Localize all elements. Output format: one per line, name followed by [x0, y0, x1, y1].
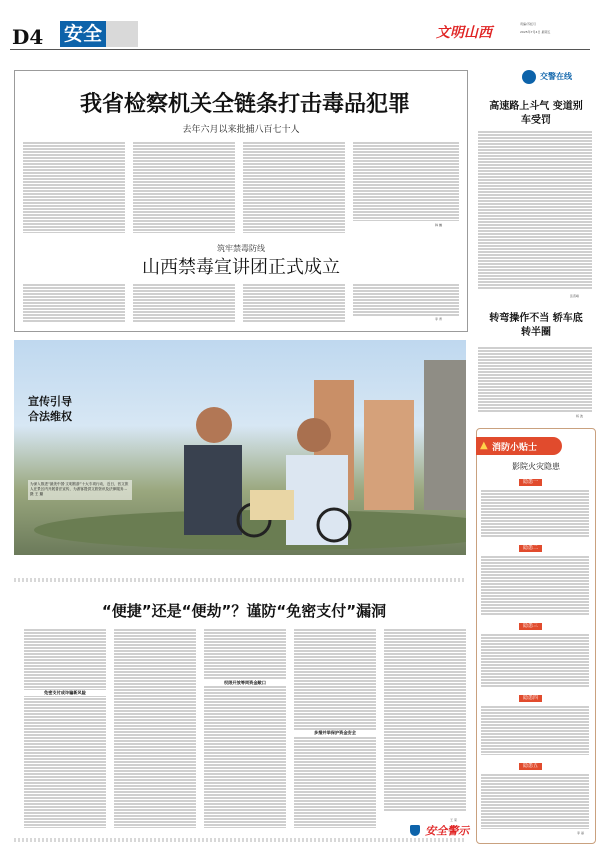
- editor-line: 责编/苏虹月: [520, 22, 537, 26]
- tip-body-5: [481, 773, 589, 829]
- lead-author: 韩 巍: [435, 223, 442, 227]
- feature-subhead-1: 免密支付成诈骗新风险: [24, 690, 106, 696]
- second-body-col-4: [353, 283, 459, 317]
- feature-col-5: [384, 628, 466, 812]
- lead-subheadline: 去年六月以来批捕八百七十人: [182, 125, 300, 135]
- feature-bottom-ornament: [14, 838, 466, 842]
- fire-tips-header: [476, 437, 562, 455]
- lead-body-col-2: [133, 141, 235, 233]
- fire-tips-box: [476, 428, 596, 844]
- feature-brand: [410, 820, 469, 839]
- second-body-col-3: [243, 283, 345, 323]
- photo-caption-text: 为深入推进“最美中国·文明旅游”十大专项行动，近日，晋文旅人在景区内开展普法宣传，为游客提供文旅资讯及法律服务…: [30, 482, 129, 492]
- section-badge: [60, 21, 138, 47]
- shield-icon: [410, 825, 420, 836]
- second-body-col-1: [23, 283, 125, 323]
- sidebar-title-bar: [476, 68, 594, 86]
- photo-caption-author: 摄 王 璐: [30, 492, 44, 497]
- paper-logo: 文明山西: [436, 25, 492, 41]
- date-line: 2025年7月4日 星期五: [520, 30, 551, 34]
- tip-body-1: [481, 489, 589, 537]
- lead-body-col-4: [353, 141, 459, 221]
- photo-overlay-title: 宣传引导 合法维权: [28, 395, 72, 423]
- lead-body-col-1: [23, 141, 125, 233]
- story2-author: 杨 波: [576, 414, 583, 418]
- story1-author: 张晋峰: [570, 294, 580, 298]
- lead-story-box: [14, 70, 468, 332]
- tip-label-5: 隐患五: [519, 763, 542, 770]
- feature-subhead-3: 多措并举保护资金安全: [294, 730, 376, 736]
- feature-col-1: [24, 628, 106, 828]
- fire-icon: ▲: [480, 440, 488, 451]
- feature-top-ornament: [14, 578, 466, 582]
- tip-label-3: 隐患三: [519, 623, 542, 630]
- feature-headline: “便捷”还是“便劫”？谨防“免密支付”漏洞: [101, 602, 387, 620]
- second-story-kicker: 筑牢禁毒防线: [217, 244, 265, 253]
- feature-col-3: [204, 628, 286, 828]
- feature-col-4: [294, 628, 376, 828]
- section-title: 安全: [60, 21, 106, 47]
- lead-headline: 我省检察机关全链条打击毒品犯罪: [79, 92, 410, 117]
- story2-body: [478, 346, 592, 412]
- second-author: 李 青: [435, 317, 442, 321]
- feature-col-2: [114, 628, 196, 828]
- header-rule: [10, 49, 590, 50]
- story2-headline: 转弯操作不当 轿车底转半圈: [489, 313, 583, 338]
- sidebar-title: 交警在线: [540, 72, 572, 81]
- feature-author: 王 荣: [450, 818, 457, 822]
- sidebar: [476, 60, 594, 845]
- feature-subhead-2: 权限开放等同资金敞口: [204, 680, 286, 686]
- second-body-col-2: [133, 283, 235, 323]
- photo-area: [14, 340, 466, 555]
- lead-body-col-3: [243, 141, 345, 233]
- fire-author: 李 丽: [577, 831, 584, 835]
- tip-body-2: [481, 555, 589, 615]
- fire-tips-title: 消防小贴士: [492, 443, 538, 453]
- fire-tips-subtitle: 影院火灾隐患: [512, 462, 560, 471]
- brand-text: 安全警示: [425, 824, 470, 838]
- page-header: [0, 0, 600, 50]
- police-icon: [522, 70, 536, 84]
- second-story-headline: 山西禁毒宣讲团正式成立: [142, 257, 340, 278]
- tip-body-4: [481, 705, 589, 755]
- photo-caption: [28, 480, 132, 500]
- photo-illustration: [14, 340, 466, 555]
- tip-body-3: [481, 633, 589, 687]
- page-code: D4: [12, 25, 44, 49]
- tip-label-4: 隐患四: [519, 695, 542, 702]
- story1-body: [478, 130, 592, 290]
- tip-label-2: 隐患二: [519, 545, 542, 552]
- tip-label-1: 隐患一: [519, 479, 542, 486]
- story1-headline: 高速路上斗气 变道别车受罚: [489, 101, 583, 126]
